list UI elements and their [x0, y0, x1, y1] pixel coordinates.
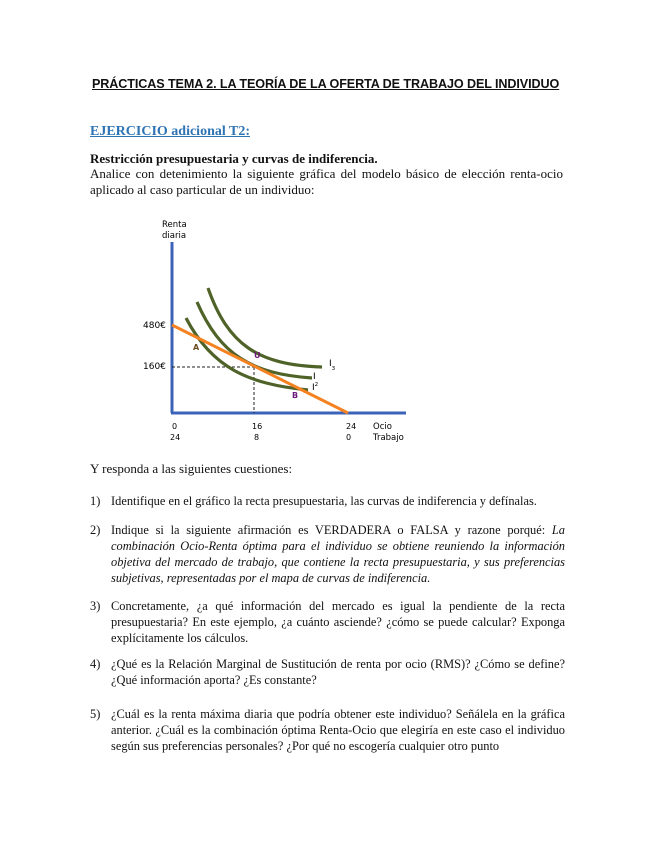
x-axis-label-ocio: Ocio: [373, 422, 392, 432]
question-text: ¿Qué es la Relación Marginal de Sustitución de renta por ocio (RMS)? ¿Cómo se define? ¿Qué información aporta? ¿Es constante?: [111, 657, 565, 687]
point-u-label: U: [254, 351, 261, 360]
x-tick-trabajo-24: 24: [170, 433, 181, 442]
x-axis-label-trabajo: Trabajo: [373, 433, 404, 443]
question-4: [90, 656, 565, 688]
curve-label-i1: I: [313, 372, 316, 382]
indifference-curve-i2: [186, 318, 308, 390]
indifference-curve-i3: [208, 288, 322, 367]
y-tick-480: 480€: [143, 321, 166, 331]
question-statement: La combinación Ocio-Renta óptima para el individuo se obtiene reuniendo la información objetiva del mercado de trabajo, que contiene la recta presupuestaria, y sus preferencias subjetivas, representadas por el mapa de curvas de indiferencia.: [111, 523, 565, 585]
question-number: 4): [90, 657, 101, 671]
income-leisure-figure: [130, 210, 420, 450]
curve-label-i2: $I^2$: [312, 382, 319, 393]
question-text: ¿Cuál es la renta máxima diaria que podría obtener este individuo? Señálela en la gráfica anterior. ¿Cuál es la combinación óptima Renta-Ocio que elegiría en este caso el individuo según sus preferencias personales? ¿Por qué no escogería cualquier otro punto: [111, 707, 565, 753]
question-3: [90, 598, 565, 646]
question-5: [90, 706, 565, 754]
question-2: [90, 522, 565, 586]
questions-lead: Y responda a las siguientes cuestiones:: [90, 461, 293, 476]
y-axis-label-2: diaria: [162, 231, 187, 241]
question-text: Indique si la siguiente afirmación es VERDADERA o FALSA y razone porqué:: [111, 523, 546, 537]
x-tick-ocio-24: 24: [346, 422, 357, 431]
question-text: Concretamente, ¿a qué información del mercado es igual la pendiente de la recta presupuestaria? En este ejemplo, ¿a cuánto asciende? ¿cómo se puede calcular? Exponga explícitamente los cálculos.: [111, 599, 565, 645]
question-number: 5): [90, 707, 101, 721]
intro-paragraph: Analice con detenimiento la siguiente gráfica del modelo básico de elección renta-ocio aplicado al caso particular de un individuo:: [90, 166, 563, 197]
exercise-title: EJERCICIO adicional T2:: [90, 124, 250, 139]
y-axis-label-1: Renta: [162, 220, 187, 230]
budget-line: [172, 325, 348, 413]
y-tick-160: 160€: [143, 362, 166, 372]
x-tick-ocio-16: 16: [252, 422, 263, 431]
section-subtitle: Restricción presupuestaria y curvas de indiferencia.: [90, 151, 378, 166]
question-number: 1): [90, 494, 101, 508]
x-tick-ocio-0: 0: [172, 422, 178, 431]
x-tick-trabajo-0: 0: [346, 433, 352, 442]
page-heading: PRÁCTICAS TEMA 2. LA TEORÍA DE LA OFERTA DE TRABAJO DEL INDIVIDUO: [92, 77, 560, 91]
curve-label-i3: $I_3$: [329, 359, 336, 372]
question-number: 2): [90, 523, 101, 537]
question-text: Identifique en el gráfico la recta presupuestaria, las curvas de indiferencia y defínalas.: [111, 494, 537, 508]
x-tick-trabajo-8: 8: [254, 433, 260, 442]
question-1: [90, 493, 565, 509]
point-b-label: B: [292, 391, 299, 400]
question-number: 3): [90, 599, 101, 613]
point-a-label: A: [193, 343, 200, 352]
